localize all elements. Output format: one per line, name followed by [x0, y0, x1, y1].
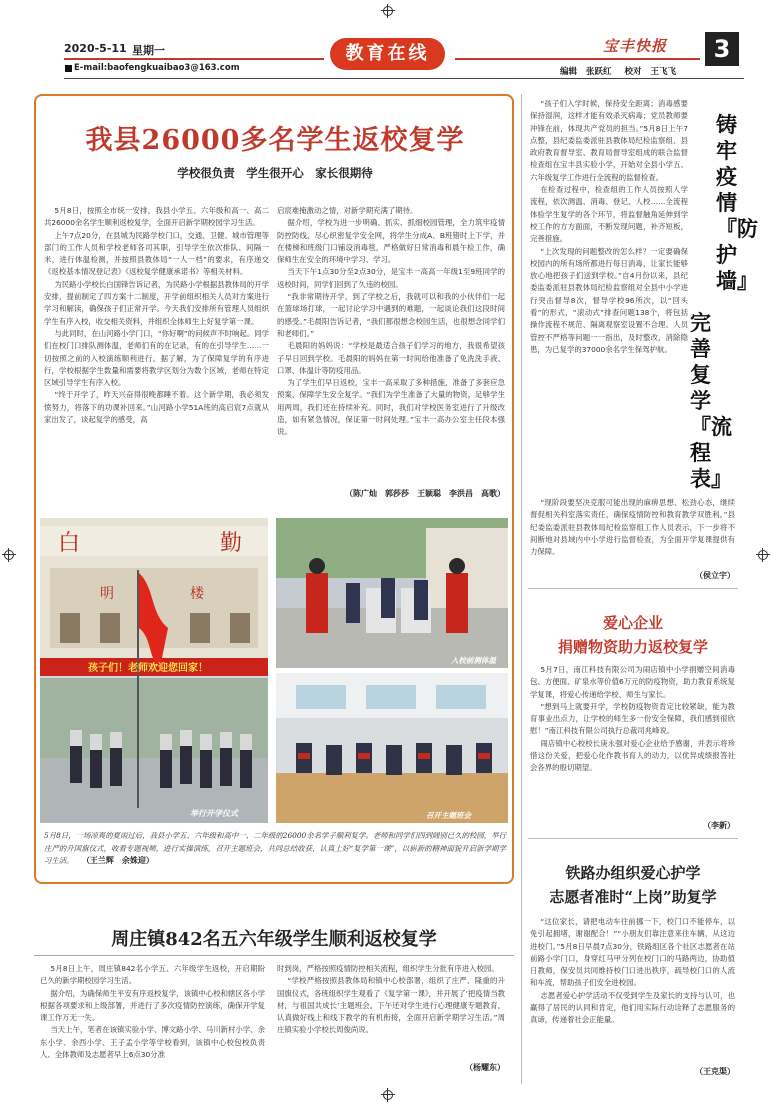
- column-divider: [521, 94, 522, 1084]
- inspection-article: “孩子们入学时候，保持安全距离；消毒感要保持湿润，这样才能有效杀灭病毒；党员教师要冲锋在前，体现共产党员的担当。”5月8日上午7点整，县纪委监委派驻县教体局纪检监察组、县政府教育督导室、教育局督导室组成的联合监督检查组在宝丰县实验小学，开始对全县小学五、六年级复学工作进行全流程的监督检查。 在检查过程中，检查组的工作人员按照人学流程，依次测温、消毒、登记、人校……全流程体验学生复学的各个环节，将监督触角延伸到学校工作的方方面面，不断发现问题，补齐短板，完善措施。 “上次发现的问题整改的怎么样？一定要确保校园内的所有场所都进行每日消毒，让家长能够放心地把孩子们送到学校。”自4月份以来，县纪委监委派驻县教体局纪检监察组对全县中小学进行突击督导8次，督导学校96所次，以“回头看”的形式，“滚动式”排查问题138个，将包括操作流程不规范、隔离观察室设置不合理、人员管控不严格等问题一一指出，及时整改，消除隐患，为已复学的37000余名学生保驾护航。: [530, 99, 688, 354]
- photo-temperature-check: [276, 518, 508, 668]
- railway-headline-line2: 志愿者准时“上岗”助复学: [549, 888, 717, 906]
- inspection-byline: （侯立宇）: [695, 571, 735, 580]
- lead-column-1: 5月8日，按照全市统一安排，我县小学五、六年级和高一、高二共26000余名学生顺利返校复学，全面开启新学期校园学习生活。 上午7点20分，在县城为民路学校门口，交通、卫健、城市管理等部门的工作人员和学校老师各司其职，引导学生依次排队、间隔一米，进行体温检测，并按照县教体局“一人一档”的要求，有序递交《返校基本情况登记表》《返校复学健康承诺书》等相关材料。 为民路小学校长白国锋告诉记者，为民路小学根据县教体局的开学安排，提前制定了四方案十二制度，开学前组织相关人员对方案进行学习和解读，确保孩子们正常开学。今天我们安排所有管理人员组织学生有序入校，收交相关资料，并组织全体师生上好复学第一课。 与此同时，在山河路小学门口，“你好啊”的问候声不时响起。同学们在校门口排队测体温，老师们有的在记录，有的在引导学生……一切按照之前的入校演练顺利进行。据了解，为了保障复学的有序进行，学校根据学生数量和需要将教学区划分为数个区域，老师在特定区域引导学生有序入校。 “终于开学了，昨天兴奋得很晚都睡不着。这个新学期，我必须发愤努力，将落下的功课补回来。”山河路小学51A班的高启宸7点就从家出发了，谈起复学的感受，高: [44, 206, 269, 425]
- zhouzhuang-headline: 周庄镇842名五六年级学生顺利返校复学: [111, 929, 437, 950]
- inspection-article-tail: “现阶段要坚决克服可能出现的麻痹思想、松劲心态，继续督促相关科室落实责任，确保疫情防控和教育教学双胜利。”县纪委监委派驻县教体局纪检监察组工作人员表示，下一步将不间断地对县域内中小学进行监督检查，为全面开学复课提供有力保障。: [530, 498, 735, 557]
- registration-mark-left: [2, 548, 16, 562]
- photo-caption: 5月8日，一场凉爽的夏雨过后，我县小学五、六年级和高中一、二年级的26000余名学子顺利复学。老师和同学们四到阔别已久的校园，举行庄严的升国旗仪式，收看专题视频，进行实操演练，召开主题班会，共同总结收获，认真上好“复学第一课”，以崭新的精神面貌开启新学期学习生活。 （王兰辉 余姝迎）: [44, 831, 506, 865]
- header-rule-top-right: [455, 58, 700, 60]
- masthead: [0, 30, 772, 86]
- header-rule-bottom: [64, 78, 744, 79]
- svg-text:明: 明: [100, 586, 114, 602]
- lead-column-2-byline: （陈广灿 郭莎莎 王颖聪 李洪昌 高歌）: [345, 489, 505, 498]
- section-title: 教育在线: [345, 43, 430, 64]
- photo-caption-byline: （王兰辉 余姝迎）: [81, 856, 154, 865]
- svg-text:勤: 勤: [220, 531, 243, 556]
- email-square-icon: [65, 65, 72, 72]
- aixin-headline-line1: 爱心企业: [602, 614, 663, 632]
- lead-headline: 我县26000多名学生返校复学: [85, 125, 465, 156]
- contact-email: E-mail:baofengkuaibao3@163.com: [74, 63, 240, 73]
- class-meeting-illustration: [276, 673, 508, 823]
- zhouzhuang-byline: （杨耀东）: [465, 1063, 505, 1072]
- brand-logo: 宝丰快报: [603, 37, 668, 55]
- issue-weekday: 星期一: [132, 44, 165, 57]
- lead-column-2: 启宸难掩激动之情，对新学期充满了期待。 据介绍，学校为进一步明确、抓实、抓细校园管理，全力筑牢疫情防控防线，尽心织密复学安全网，将学生分成A、B班错时上下学，并在楼梯和班级门口铺设消毒毯，严格做好日常消毒和晨午检工作，确保师生在安全的环境中学习、学习。 当天下午1点30分至2点30分，是宝丰一高高一年级1至9班同学的返校时间，同学们回到了久违的校园。 “我非常期待开学，到了学校之后，我就可以和我的小伙伴们一起在篮球场打球，一起讨论学习中遇到的难题，一起谈论我们这段时间的感受。”毛晨阳告诉记者，“我们都很想念校园生活，也很想念同学们和老师们。” 毛晨阳的妈妈说：“学校是最适合孩子们学习的地方，我很希望孩子早日回到学校。毛晨阳的妈妈在第一时间给他准备了免洗洗手液、口罩、体温计等防疫用品。 为了学生们早日返校，宝丰一高采取了多种措施，准备了多套应急预案，保障学生安全复学。“我们为学生准备了大量的物资，足够学生用两周，我们还在持续补充。同时，我们对学校医务室进行了升级改造，如有紧急情况，保证第一时间处理。”宝丰一高办公室主任段本强说。: [277, 206, 505, 437]
- aixin-body: 5月7日，南江科技有限公司为闹店镇中小学捐赠空间消毒包、方便面、矿泉水等价值6万元的防疫物资，助力教育系统复学复课，将爱心传递给学校、师生与家长。 “想到马上就要开学，学校防疫物资肯定比较紧缺，能为教育事业出点力，让学校的师生多一份安全保障，我们感到很欣慰！”南江科技有限公司执行总裁司兆峰说。 闹店镇中心校校长庚永强对爱心企业给予感谢，并表示将珍惜这份关爱，把爱心化作教书育人的动力，以优异成绩报答社会各界的殷切期望。: [530, 665, 735, 773]
- registration-mark-bottom: [381, 1088, 395, 1102]
- lead-subhead: 学校很负责 学生很开心 家长很期待: [177, 166, 373, 180]
- page-number: 3: [705, 32, 739, 66]
- registration-mark-top: [381, 4, 395, 18]
- inspection-title-vertical-2: 完善复学『流程表』: [690, 310, 732, 491]
- zhouzhuang-column-2: 时到岗，严格按照疫情防控相关流程，组织学生分批有序进入校园。 “学校严格按照县教体局和镇中心校部署，组织了庄严、隆重的升国旗仪式，各班组织学生观看了《复学第一课》，并开展了‘把疫情当教材，与祖国共成长’主题班会。下午还对学生进行心理健康专题教育，认真做好线上和线下教学的有机衔接，全面开启新学期学习生活。”周庄镇实验小学校长周俊尚说。: [277, 964, 505, 1035]
- section-rule-1: [528, 588, 738, 589]
- zhouzhuang-column-1: 5月8日上午，周庄镇842名小学五、六年级学生返校，开启期盼已久的新学期校园学习生活。 据介绍，为确保师生平安有序返校复学，该镇中心校和辖区各小学根据各项要求和上级部署，并进行了多次疫情防控演练，确保开学复课工作万无一失。 当天上午，笔者在该镇实验小学、博文路小学、马川新村小学、余东小学、余西小学、王子孟小学等学校看到，该镇中心校包校负责人、全体教师及志愿者早上6点30分准: [40, 964, 265, 1060]
- flag-photo-label: 举行开学仪式: [190, 808, 238, 818]
- welcome-banner-text: 孩子们！老师欢迎您回家！: [88, 663, 208, 674]
- photo-class-meeting: [276, 673, 508, 823]
- editor-credits: 编辑 张跃红 校对 王飞飞: [560, 67, 676, 77]
- aixin-byline: （李新）: [703, 821, 735, 830]
- class-photo-label: 召开主题班会: [426, 811, 471, 820]
- svg-text:白: 白: [58, 531, 81, 556]
- section-rule-2: [528, 838, 738, 839]
- svg-text:楼: 楼: [190, 586, 204, 602]
- issue-date: 2020-5-11: [64, 42, 127, 55]
- header-rule-top-left: [64, 58, 324, 60]
- railway-byline: （王克渠）: [695, 1067, 735, 1076]
- photo-flag-ceremony: [40, 518, 268, 823]
- inspection-title-vertical-1: 铸牢疫情『防护墙』: [716, 112, 758, 293]
- gate-photo-label: 入校前测体温: [451, 656, 496, 665]
- zhouzhuang-rule: [34, 955, 514, 956]
- railway-body: “这位家长，请把电动车往前挪一下，校门口不能停车，以免引起拥堵，谢谢配合！”“小朋友们靠注意来往车辆，从这边进校门。”5月8日早晨7点30分，铁路组区各个社区志愿者在站前路小学门口，身穿红马甲分列在校门口的马路两边，协助值日教师，保安员共同维持校门口进出秩序，疏导校门口的人流和车流，帮助孩子们安全进校园。 志愿者爱心护学活动不仅受到学生及家长的支持与认可，也赢得了居民的认同和肯定，他们用实际行动诠释了志愿服务的真谛，传递着社会正能量。: [530, 917, 735, 1025]
- temperature-check-illustration: [276, 518, 508, 668]
- section-badge: [330, 38, 445, 70]
- registration-mark-right: [756, 548, 770, 562]
- aixin-headline-line2: 捐赠物资助力返校复学: [557, 638, 708, 656]
- railway-headline-line1: 铁路办组织爱心护学: [565, 864, 701, 882]
